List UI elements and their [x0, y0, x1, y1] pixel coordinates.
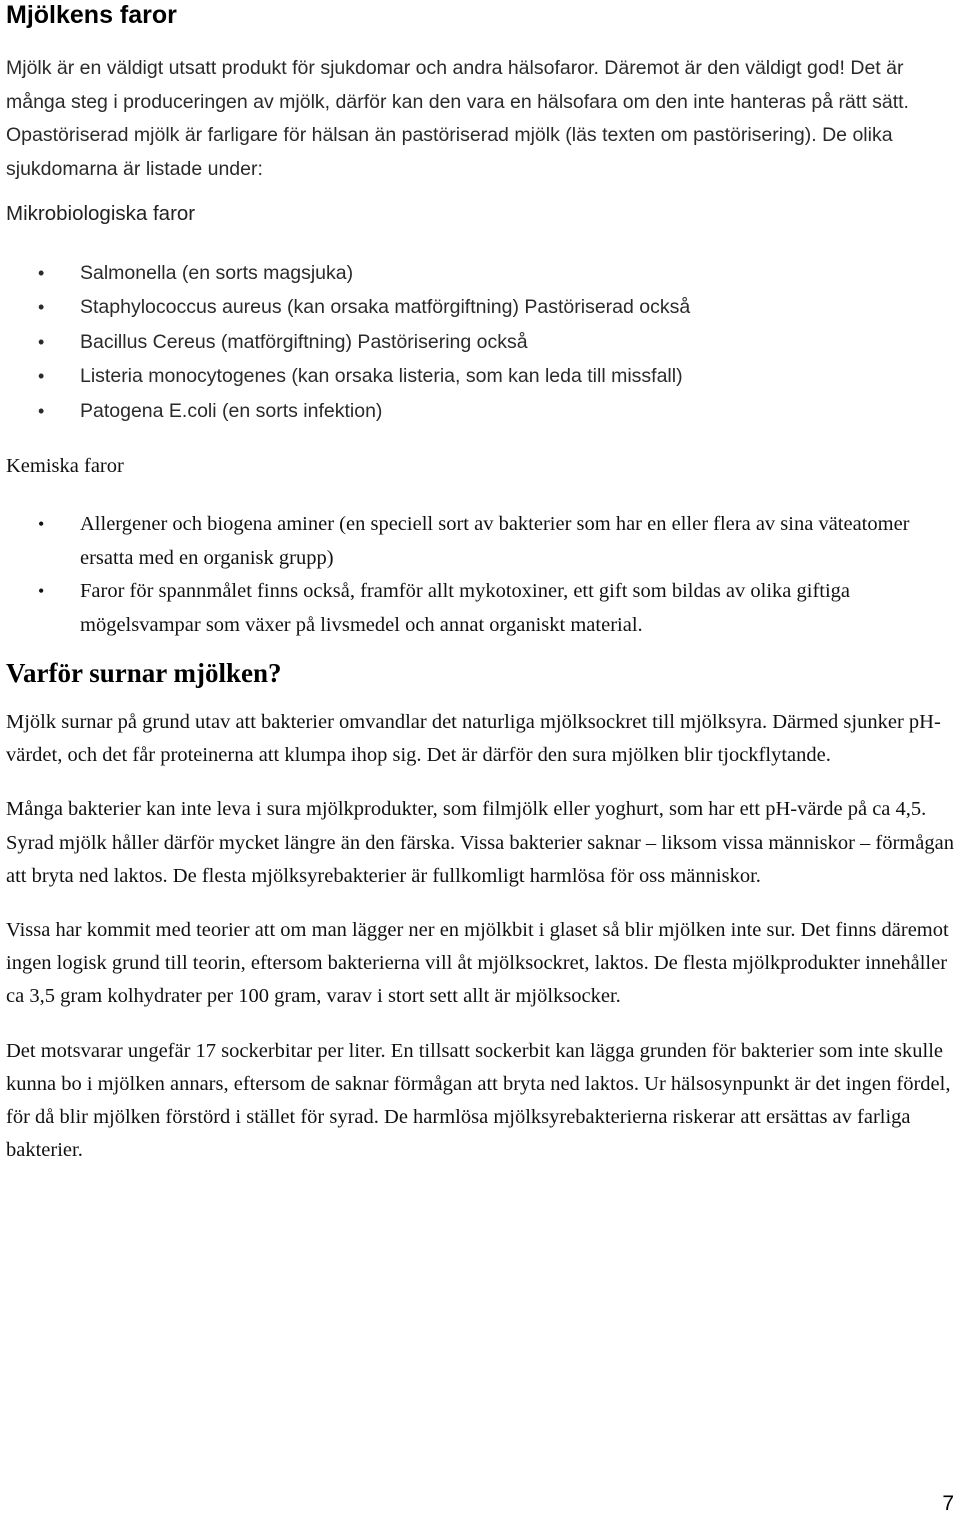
list-item-text: Salmonella (en sorts magsjuka)	[80, 262, 354, 284]
bullet-icon: •	[38, 514, 45, 535]
body-paragraph: Mjölk surnar på grund utav att bakterier omvandlar det naturliga mjölksockret till mjölksyra. Därmed sjunker pH-värdet, och det får proteinerna att klumpa ihop sig. Det är därför den sura mjölken blir tjockflytande.	[6, 711, 941, 767]
page-title: Mjölkens faror	[6, 1, 177, 29]
bullet-icon: •	[38, 400, 45, 421]
bullet-icon: •	[38, 297, 45, 318]
bullet-icon: •	[38, 263, 45, 283]
micro-heading: Mikrobiologiska faror	[6, 202, 196, 225]
body-paragraph: Många bakterier kan inte leva i sura mjölkprodukter, som filmjölk eller yoghurt, som har ett pH-värde på ca 4,5. Syrad mjölk håller därför mycket längre än den färska. Vissa bakterier saknar – liksom vissa människor – förmågan att bryta ned laktos. De flesta mjölksyrebakterier är fullkomligt harmlösa för oss människor.	[6, 798, 954, 887]
list-item	[38, 359, 954, 393]
list-item	[38, 256, 954, 290]
list-item	[38, 325, 954, 359]
micro-list	[6, 256, 954, 428]
list-item	[38, 290, 954, 324]
list-item-text: Allergener och biogena aminer (en speciell sort av bakterier som har en eller flera av sina väteatomer ersatta med en organisk grupp)	[80, 513, 910, 569]
list-item-text: Staphylococcus aureus (kan orsaka matförgiftning) Pastöriserad också	[80, 296, 691, 319]
list-item-text: Faror för spannmålet finns också, framför allt mykotoxiner, ett gift som bildas av olika giftiga mögelsvampar som växer på livsmedel och annat organiskt material.	[80, 580, 851, 636]
list-item	[38, 508, 954, 575]
chem-heading: Kemiska faror	[6, 455, 124, 478]
body-paragraph: Det motsvarar ungefär 17 sockerbitar per liter. En tillsatt sockerbit kan lägga grunden för bakterier som inte skulle kunna bo i mjölken annars, eftersom de saknar förmågan att bryta ned laktos. Ur hälsosynpunkt är det ingen fördel, för då blir mjölken förstörd i stället för syrad. De harmlösa mjölksyrebakterierna riskerar att ersättas av farliga bakterier.	[6, 1039, 951, 1162]
page-number: 7	[942, 1492, 954, 1515]
list-item	[38, 575, 954, 642]
body-paragraph: Vissa har kommit med teorier att om man lägger ner en mjölkbit i glaset så blir mjölken inte sur. Det finns däremot ingen logisk grund till teorin, eftersom bakterierna vill åt mjölksockret, laktos. De flesta mjölkprodukter innehåller ca 3,5 gram kolhydrater per 100 gram, varav i stort sett allt är mjölksocker.	[6, 919, 949, 1008]
bullet-icon: •	[38, 331, 45, 352]
list-item-text: Bacillus Cereus (matförgiftning) Pastörisering också	[80, 330, 528, 353]
intro-paragraph: Mjölk är en väldigt utsatt produkt för sjukdomar och andra hälsofaror. Däremot är den väldigt god! Det är många steg i produceringen av mjölk, därför kan den vara en hälsofara om den inte hanteras på rätt sätt. Opastöriserad mjölk är farligare för hälsan än pastöriserad mjölk (läs texten om pastörisering). De olika sjukdomarna är listade under:	[6, 57, 909, 180]
bullet-icon: •	[38, 581, 45, 602]
question-heading: Varför surnar mjölken?	[6, 658, 282, 689]
list-item-text: Listeria monocytogenes (kan orsaka listeria, som kan leda till missfall)	[80, 365, 683, 388]
chem-list	[6, 508, 954, 642]
list-item-text: Patogena E.coli (en sorts infektion)	[80, 399, 383, 422]
bullet-icon: •	[38, 366, 45, 387]
document-page	[6, 0, 954, 1167]
list-item	[38, 394, 954, 428]
